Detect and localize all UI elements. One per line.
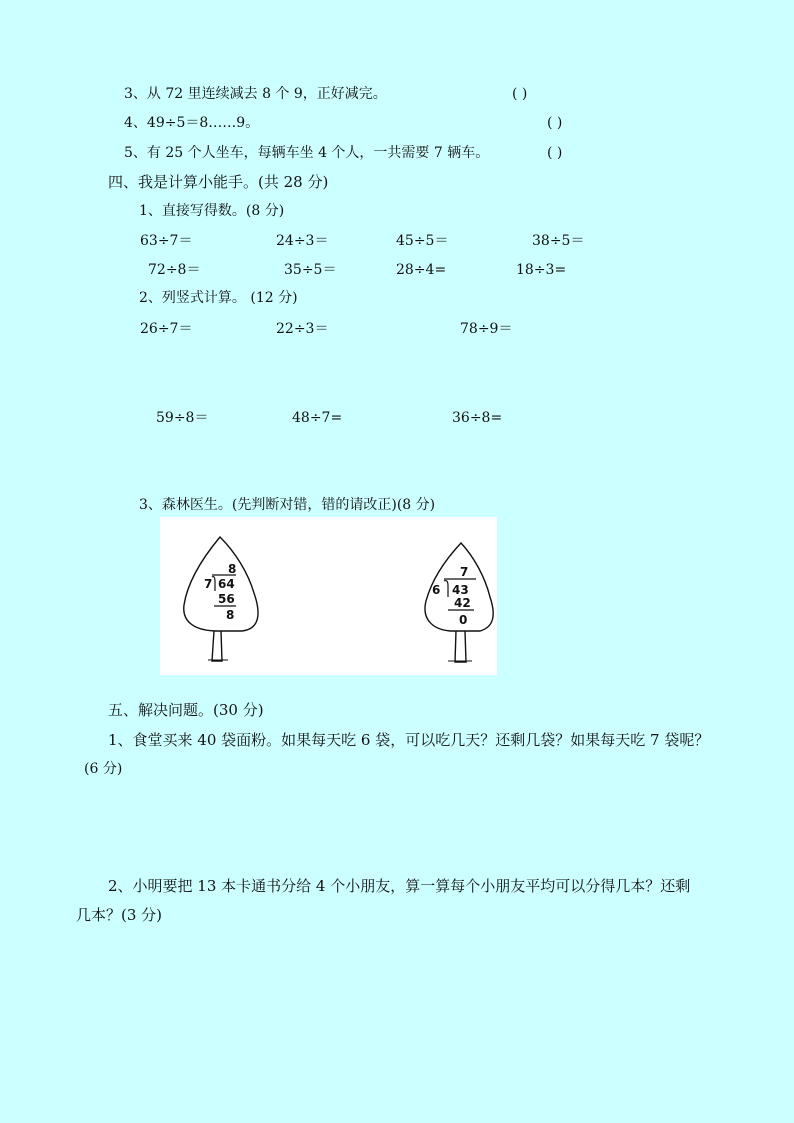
judge-q3-answer-paren[interactable]: ( ) bbox=[512, 86, 528, 102]
oral-calc-item: 45÷5＝ bbox=[396, 233, 449, 249]
tree2-remainder: 0 bbox=[459, 613, 468, 627]
vertical-calc-item: 78÷9＝ bbox=[460, 321, 513, 337]
section4-title: 四、我是计算小能手。(共 28 分) bbox=[108, 173, 329, 191]
tree1-quotient: 8 bbox=[228, 562, 237, 576]
problem2-line1: 2、小明要把 13 本卡通书分给 4 个小朋友，算一算每个小朋友平均可以分得几本？还剩 bbox=[108, 877, 691, 895]
problem1-line1: 1、食堂买来 40 袋面粉。如果每天吃 6 袋，可以吃几天？还剩几袋？如果每天吃 7 袋呢？ bbox=[108, 731, 710, 749]
judge-q5-text: 5、有 25 个人坐车，每辆车坐 4 个人，一共需要 7 辆车。 bbox=[124, 145, 490, 161]
judge-q4-answer-paren[interactable]: ( ) bbox=[547, 115, 563, 131]
tree2-product: 42 bbox=[454, 596, 471, 610]
vertical-calc-item: 22÷3＝ bbox=[276, 321, 329, 337]
part1-title: 1、直接写得数。(8 分) bbox=[139, 203, 285, 219]
oral-calc-item: 72÷8＝ bbox=[148, 262, 201, 278]
tree1-remainder: 8 bbox=[226, 608, 235, 622]
problem2-line2: 几本？(3 分) bbox=[76, 906, 163, 924]
tree2-divisor: 6 bbox=[432, 583, 441, 597]
judge-q4-text: 4、49÷5＝8……9。 bbox=[124, 115, 260, 131]
judge-q5-answer-paren[interactable]: ( ) bbox=[547, 145, 563, 161]
oral-calc-item: 38÷5＝ bbox=[532, 233, 585, 249]
tree2-dividend: 43 bbox=[452, 583, 469, 597]
vertical-calc-item: 36÷8= bbox=[452, 410, 503, 426]
oral-calc-item: 28÷4= bbox=[396, 262, 447, 278]
forest-doctor-figure bbox=[160, 517, 497, 675]
section5-title: 五、解决问题。(30 分) bbox=[108, 701, 264, 719]
judge-q3-text: 3、从 72 里连续减去 8 个 9，正好减完。 bbox=[124, 86, 387, 102]
oral-calc-item: 35÷5＝ bbox=[284, 262, 337, 278]
oral-calc-item: 24÷3＝ bbox=[276, 233, 329, 249]
problem1-line2: (6 分) bbox=[84, 761, 123, 777]
oral-calc-item: 63÷7＝ bbox=[140, 233, 193, 249]
part2-title: 2、列竖式计算。 (12 分) bbox=[139, 290, 298, 306]
tree-1 bbox=[184, 537, 258, 661]
part3-title: 3、森林医生。(先判断对错，错的请改正)(8 分) bbox=[139, 497, 436, 513]
vertical-calc-item: 48÷7= bbox=[292, 410, 343, 426]
tree-2 bbox=[425, 543, 493, 662]
tree2-quotient: 7 bbox=[460, 565, 469, 579]
oral-calc-item: 18÷3= bbox=[516, 262, 567, 278]
tree1-dividend: 64 bbox=[218, 577, 235, 591]
vertical-calc-item: 59÷8＝ bbox=[156, 410, 209, 426]
vertical-calc-item: 26÷7＝ bbox=[140, 321, 193, 337]
tree1-product: 56 bbox=[218, 592, 235, 606]
tree1-divisor: 7 bbox=[204, 577, 213, 591]
